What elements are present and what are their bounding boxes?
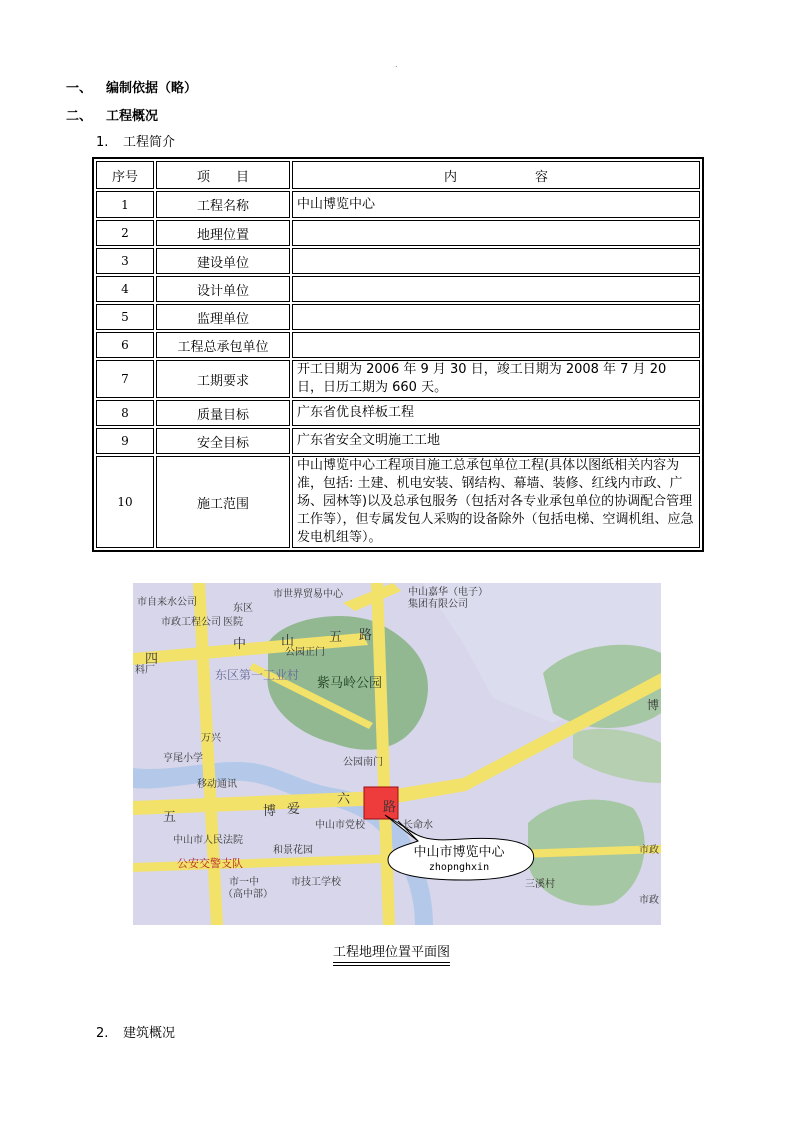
map-label: 医院 xyxy=(223,617,243,628)
map-label: 六 xyxy=(337,791,351,806)
callout-sub: zhopnghxin xyxy=(428,862,490,873)
map-label: 中 xyxy=(233,636,247,651)
map-label: 路 xyxy=(383,799,397,814)
row-content: 开工日期为 2006 年 9 月 30 日，竣工日期为 2008 年 7 月 20 日，日历工期为 660 天。 xyxy=(292,360,700,398)
row-content: 中山博览中心 xyxy=(292,191,700,218)
section-title: 工程概况 xyxy=(106,109,159,124)
map-label: 市技工学校 xyxy=(291,877,341,888)
subsection-title: 建筑概况 xyxy=(123,1026,176,1041)
map-label: 五 xyxy=(163,809,177,824)
table-row xyxy=(96,332,700,358)
map-label: 博 xyxy=(263,803,277,818)
map-label: 亨尾小学 xyxy=(163,753,203,764)
header-mark: . xyxy=(395,60,398,69)
row-item: 施工范围 xyxy=(156,456,290,548)
map-label: 公园正门 xyxy=(285,647,325,658)
map-label: 博 xyxy=(647,698,660,712)
map-label: 路 xyxy=(359,627,373,642)
row-item: 设计单位 xyxy=(156,276,290,302)
map-label: 爱 xyxy=(287,801,301,816)
subsection-number: 2. xyxy=(96,1026,109,1041)
table-row xyxy=(96,304,700,330)
section-heading-basis xyxy=(66,77,197,96)
map-label: 东区第一工业村 xyxy=(215,668,300,682)
map-label: 市世界贸易中心 xyxy=(273,589,343,600)
map-label: 市一中 xyxy=(229,877,259,888)
table-row xyxy=(96,360,700,398)
callout-title: 中山市博览中心 xyxy=(413,844,505,859)
row-content xyxy=(292,276,700,302)
row-item: 工期要求 xyxy=(156,360,290,398)
row-no: 10 xyxy=(96,456,154,548)
map-label: 市政工程公司 xyxy=(161,617,221,628)
subsection-heading-intro xyxy=(96,131,175,150)
row-item: 质量目标 xyxy=(156,400,290,426)
row-content xyxy=(292,332,700,358)
map-label: 移动通讯 xyxy=(197,779,237,790)
subsection-title: 工程简介 xyxy=(123,135,176,150)
map-label: 公安交警支队 xyxy=(177,858,243,870)
row-content: 广东省优良样板工程 xyxy=(292,400,700,426)
header-content: 内 容 xyxy=(292,161,700,189)
row-item: 监理单位 xyxy=(156,304,290,330)
table-row xyxy=(96,220,700,246)
map-label: 中山市党校 xyxy=(315,820,365,831)
map-label: 公园南门 xyxy=(343,757,383,768)
section-number: 一、 xyxy=(66,81,93,96)
row-content: 广东省安全文明施工工地 xyxy=(292,428,700,454)
header-no: 序号 xyxy=(96,161,154,189)
row-content xyxy=(292,248,700,274)
map-label: 三溪村 xyxy=(525,879,555,890)
table-header-row xyxy=(96,161,700,189)
row-no: 9 xyxy=(96,428,154,454)
table-row xyxy=(96,428,700,454)
section-heading-overview xyxy=(66,105,158,124)
map-label: 集团有限公司 xyxy=(408,599,468,610)
row-content xyxy=(292,304,700,330)
section-title: 编制依据（略） xyxy=(106,81,198,96)
row-no: 3 xyxy=(96,248,154,274)
row-no: 6 xyxy=(96,332,154,358)
row-no: 8 xyxy=(96,400,154,426)
row-content xyxy=(292,220,700,246)
subsection-number: 1. xyxy=(96,135,109,150)
map-label: 和景花园 xyxy=(273,845,313,856)
project-info-table xyxy=(92,157,704,552)
section-number: 二、 xyxy=(66,109,93,124)
map-label: 万兴 xyxy=(201,733,221,744)
map-label: 四 xyxy=(145,651,159,666)
row-content: 中山博览中心工程项目施工总承包单位工程(具体以图纸相关内容为准，包括: 土建、机电安装、钢结构、幕墙、装修、红线内市政、广场、园林等)以及总承包服务（包括对各专业承包单位的协调配合管理工作等），但专属发包人采购的设备除外（包括电梯、空调机组、应急发电机组等）。 xyxy=(292,456,700,548)
row-item: 工程总承包单位 xyxy=(156,332,290,358)
map-label: 东区 xyxy=(233,603,253,614)
row-item: 建设单位 xyxy=(156,248,290,274)
row-no: 2 xyxy=(96,220,154,246)
location-map xyxy=(133,583,661,925)
table-row xyxy=(96,191,700,218)
map-label: 市政 xyxy=(639,845,659,856)
map-label: 料厂 xyxy=(135,665,155,676)
map-graphic xyxy=(133,583,661,925)
table-row xyxy=(96,248,700,274)
row-no: 4 xyxy=(96,276,154,302)
map-label: 市政 xyxy=(639,895,659,906)
map-label: 山 xyxy=(281,633,295,648)
row-item: 地理位置 xyxy=(156,220,290,246)
map-caption: 工程地理位置平面图 xyxy=(333,945,450,963)
map-label: 长命水 xyxy=(403,820,433,831)
map-label: （高中部） xyxy=(223,889,273,900)
map-label: 中山嘉华（电子） xyxy=(408,587,488,598)
table-row xyxy=(96,400,700,426)
map-label: 市自来水公司 xyxy=(137,597,197,608)
row-no: 1 xyxy=(96,191,154,218)
row-item: 工程名称 xyxy=(156,191,290,218)
subsection-heading-building xyxy=(96,1022,175,1041)
row-no: 5 xyxy=(96,304,154,330)
header-item: 项 目 xyxy=(156,161,290,189)
row-no: 7 xyxy=(96,360,154,398)
table-row xyxy=(96,276,700,302)
map-label: 紫马岭公园 xyxy=(317,675,383,690)
table-row xyxy=(96,456,700,548)
map-label: 中山市人民法院 xyxy=(173,835,243,846)
map-label: 五 xyxy=(329,629,343,644)
row-item: 安全目标 xyxy=(156,428,290,454)
